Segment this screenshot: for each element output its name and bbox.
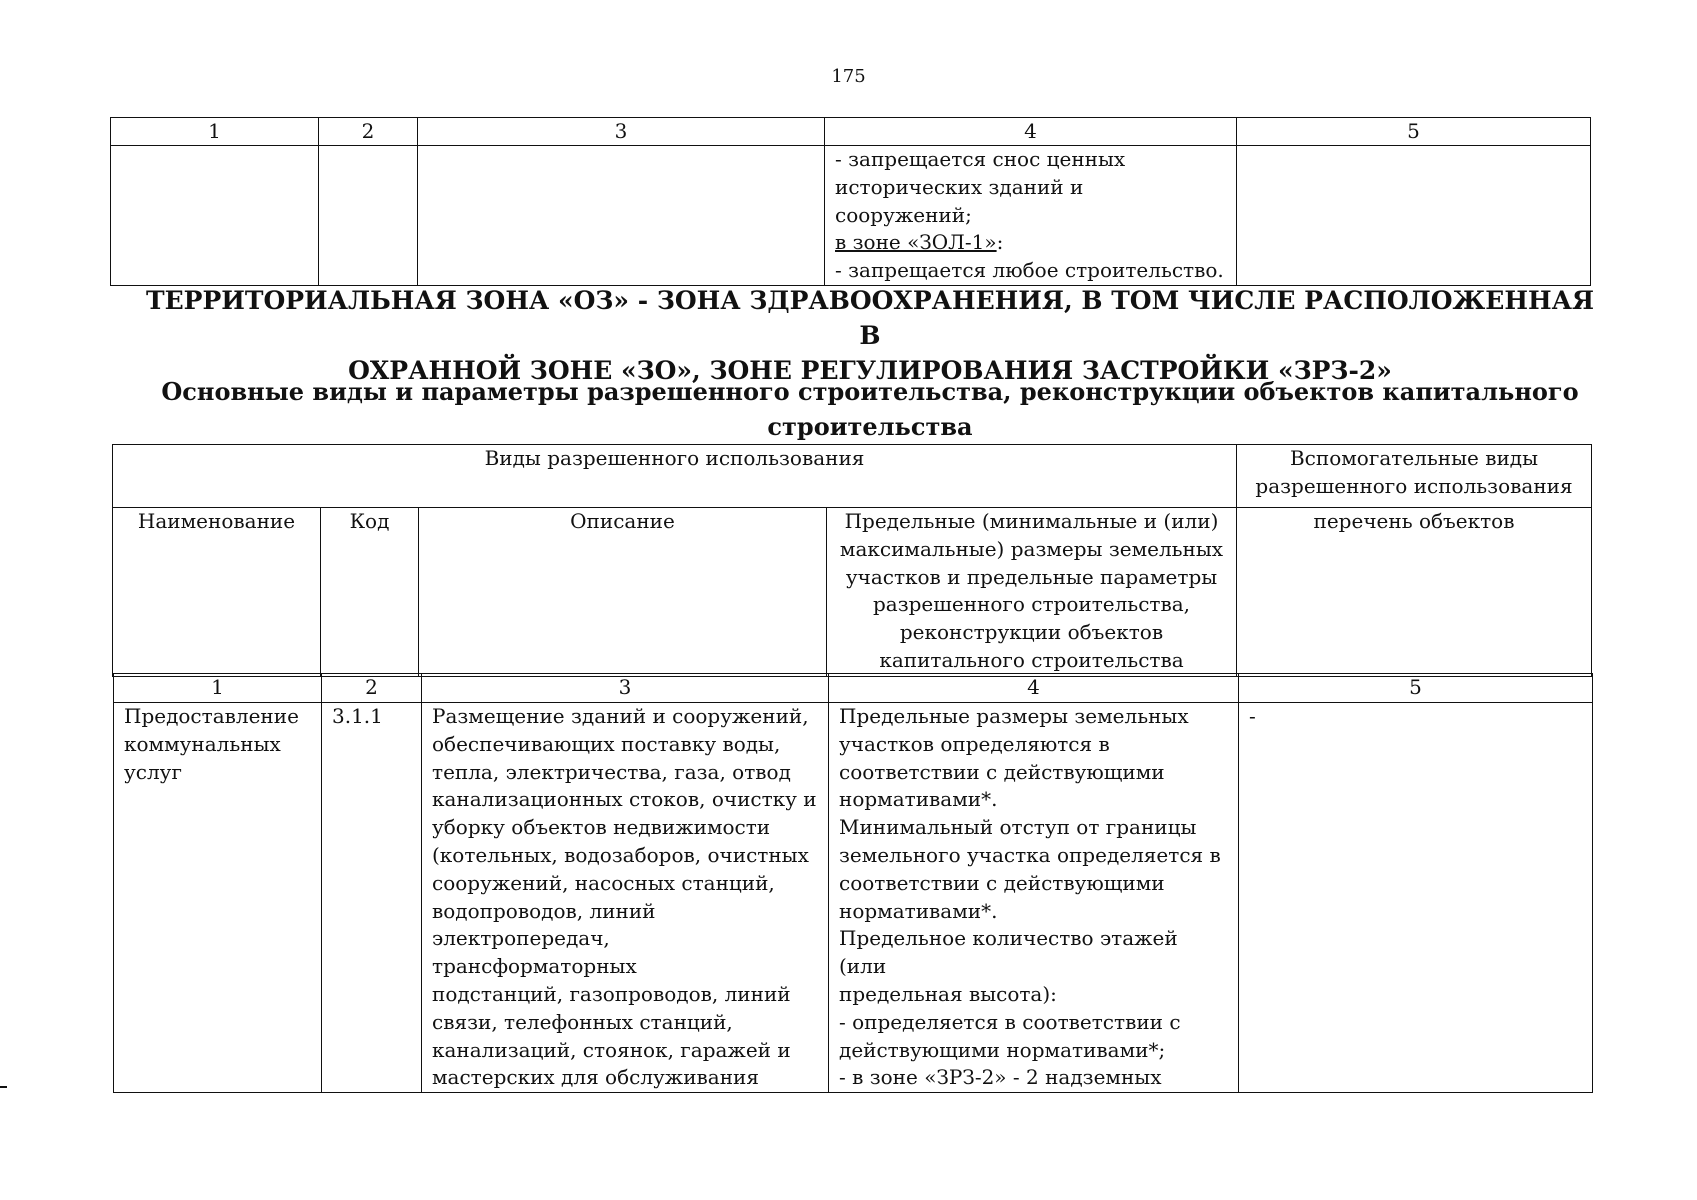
- page-number: 175: [831, 66, 866, 87]
- section-title: [140, 374, 1600, 444]
- text-line: тепла, электричества, газа, отвод: [432, 759, 791, 784]
- text-line: действующими нормативами*;: [839, 1037, 1166, 1062]
- header-text-line: максимальные) размеры земельных: [839, 536, 1224, 561]
- text-line: сооружений, насосных станций,: [432, 870, 775, 895]
- text-line: водопроводов, линий: [432, 898, 656, 923]
- column-number: 4: [829, 674, 1239, 703]
- column-number: 5: [1237, 118, 1591, 146]
- header-columns-row: [113, 508, 1592, 677]
- use-name-cell: [114, 703, 322, 1093]
- text-line: соответствии с действующими: [839, 870, 1165, 895]
- column-header-code: Код: [321, 508, 419, 677]
- column-header-name: Наименование: [113, 508, 321, 677]
- text-line: Размещение зданий и сооружений,: [432, 704, 809, 728]
- restrictions-cell: [825, 146, 1237, 286]
- column-header-description: Описание: [419, 508, 827, 677]
- header-group-row: [113, 445, 1592, 508]
- text-line: Предельные размеры земельных: [839, 704, 1189, 728]
- text-line: нормативами*.: [839, 898, 998, 923]
- text-line: услуг: [124, 759, 182, 784]
- table-row: [114, 703, 1593, 1093]
- text-line: предельная высота):: [839, 981, 1057, 1006]
- use-code-cell: 3.1.1: [322, 703, 422, 1093]
- scan-edge-mark: [0, 1086, 7, 1088]
- column-number: 4: [825, 118, 1237, 146]
- text-line: участков определяются в: [839, 731, 1110, 756]
- zone-heading-colon: :: [996, 230, 1004, 255]
- text-line: - запрещается снос ценных: [835, 147, 1126, 171]
- use-limits-cell: [829, 703, 1239, 1093]
- header-group-label: Виды разрешенного использования: [113, 445, 1237, 508]
- text-line: исторических зданий и сооружений;: [835, 174, 1084, 227]
- header-aux-label: [1237, 445, 1592, 508]
- text-line: Предоставление: [124, 704, 299, 728]
- zone-title: [140, 283, 1600, 388]
- text-line: соответствии с действующими: [839, 759, 1165, 784]
- text-line: земельного участка определяется в: [839, 842, 1221, 867]
- column-number: 5: [1239, 674, 1593, 703]
- main-table-header: [112, 444, 1592, 677]
- zone-heading-line: [835, 229, 1226, 257]
- column-number-row: [111, 118, 1591, 146]
- section-title-line: Основные виды и параметры разрешенного строительства, реконструкции объектов капитального: [161, 377, 1579, 406]
- table-cell: [319, 146, 418, 286]
- continuation-table: [110, 117, 1591, 286]
- text-line: канализационных стоков, очистку и: [432, 787, 817, 812]
- text-line: канализаций, стоянок, гаражей и: [432, 1037, 791, 1062]
- header-aux-line: разрешенного использования: [1255, 473, 1573, 498]
- header-text-line: Предельные (минимальные и (или): [844, 509, 1219, 533]
- section-title-line: строительства: [767, 412, 973, 441]
- zone-heading: в зоне «ЗОЛ-1»: [835, 230, 997, 255]
- column-header-objects: перечень объектов: [1237, 508, 1592, 677]
- column-number: 1: [114, 674, 322, 703]
- text-line: мастерских для обслуживания: [432, 1065, 759, 1090]
- header-text-line: разрешенного строительства,: [872, 592, 1191, 617]
- text-line: электропередач, трансформаторных: [432, 926, 637, 979]
- column-number: 3: [422, 674, 829, 703]
- text-line: подстанций, газопроводов, линий: [432, 981, 791, 1006]
- table-cell: [418, 146, 825, 286]
- header-text-line: капитального строительства: [879, 647, 1184, 672]
- main-table-body: [113, 673, 1593, 1093]
- zone-title-line: ТЕРРИТОРИАЛЬНАЯ ЗОНА «ОЗ» - ЗОНА ЗДРАВООХРАНЕНИЯ, В ТОМ ЧИСЛЕ РАСПОЛОЖЕННАЯ В: [146, 286, 1594, 350]
- column-number: 3: [418, 118, 825, 146]
- text-line: обеспечивающих поставку воды,: [432, 731, 781, 756]
- text-line: связи, телефонных станций,: [432, 1009, 733, 1034]
- table-row: [111, 146, 1591, 286]
- use-description-cell: [422, 703, 829, 1093]
- text-line: Предельное количество этажей (или: [839, 926, 1178, 979]
- column-number-row: [114, 674, 1593, 703]
- table-cell: [111, 146, 319, 286]
- header-aux-line: Вспомогательные виды: [1289, 446, 1539, 470]
- header-text-line: реконструкции объектов: [899, 620, 1164, 645]
- table-cell: [1237, 146, 1591, 286]
- zone-title-line: ОХРАННОЙ ЗОНЕ «ЗО», ЗОНЕ РЕГУЛИРОВАНИЯ ЗАСТРОЙКИ «ЗРЗ-2»: [348, 356, 1392, 385]
- text-line: - в зоне «ЗРЗ-2» - 2 надземных: [839, 1065, 1162, 1090]
- column-number: 2: [319, 118, 418, 146]
- use-aux-cell: -: [1239, 703, 1593, 1093]
- text-line: Минимальный отступ от границы: [839, 815, 1197, 840]
- header-text-line: участков и предельные параметры: [845, 564, 1218, 589]
- column-number: 2: [322, 674, 422, 703]
- text-line: - определяется в соответствии с: [839, 1009, 1181, 1034]
- text-line: нормативами*.: [839, 787, 998, 812]
- text-line: - запрещается любое строительство.: [835, 258, 1224, 283]
- text-line: (котельных, водозаборов, очистных: [432, 842, 809, 867]
- text-line: коммунальных: [124, 731, 281, 756]
- text-line: уборку объектов недвижимости: [432, 815, 771, 840]
- column-header-limits: [827, 508, 1237, 677]
- column-number: 1: [111, 118, 319, 146]
